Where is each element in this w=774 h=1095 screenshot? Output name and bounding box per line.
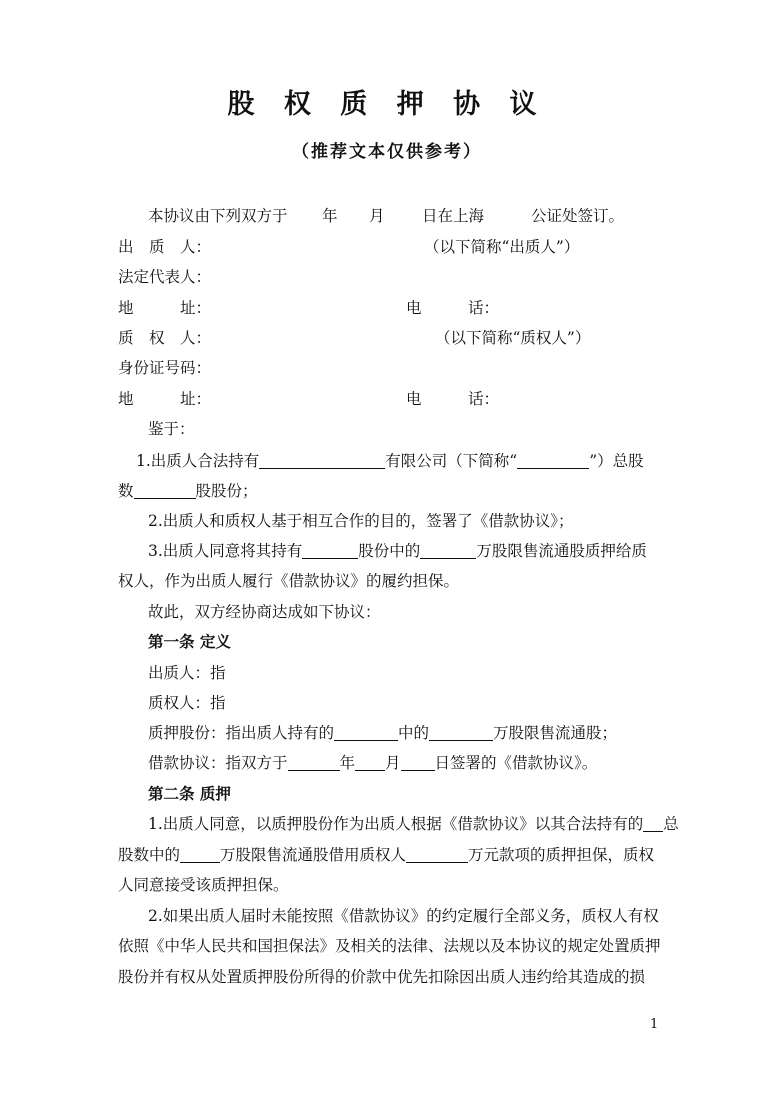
- article-2-clause-1-line-2: 股数中的 万股限售流通股借用质权人 万元款项的质押担保，质权: [118, 846, 655, 864]
- document-subtitle: （推荐文本仅供参考）: [292, 142, 482, 162]
- definition-pledged-shares: 质押股份：指出质人持有的 中的 万股限售流通股；: [148, 724, 618, 742]
- article-2-clause-1-line-1: 1.出质人同意，以质押股份作为出质人根据《借款协议》以其合法持有的 总: [148, 815, 679, 833]
- blank-total-shares: [134, 482, 196, 499]
- article-2-clause-2-line-2: 依照《中华人民共和国担保法》及相关的法律、法规以及本协议的规定处置质押: [118, 937, 661, 955]
- definition-pledgor: 出质人：指: [148, 664, 226, 682]
- intro-month: 月: [369, 207, 385, 225]
- phone-field: 电 话：: [406, 299, 500, 317]
- intro-day-place: 日在上海: [422, 207, 485, 225]
- page-number: 1: [650, 1017, 659, 1032]
- recital-1-line-2: 数 股股份；: [118, 482, 258, 500]
- article-2-clause-1-line-3: 人同意接受该质押担保。: [118, 876, 289, 894]
- article-1-heading: 第一条 定义: [148, 633, 231, 651]
- blank-held-shares-2: [334, 724, 398, 741]
- recitals-heading: 鉴于：: [148, 420, 195, 438]
- blank-pledged-shares-2: [429, 724, 493, 741]
- blank-company-name: [259, 452, 385, 469]
- address-field: 地 址：: [118, 299, 212, 317]
- blank-day: [401, 754, 435, 771]
- intro-notary: 公证处签订。: [531, 207, 625, 225]
- blank-held-shares: [302, 542, 358, 559]
- recital-2: 2.出质人和质权人基于相互合作的目的，签署了《借款协议》；: [148, 512, 574, 530]
- blank-loan-amount: [406, 846, 468, 863]
- article-2-clause-2-line-1: 2.如果出质人届时未能按照《借款协议》的约定履行全部义务，质权人有权: [148, 907, 659, 925]
- pledgee-field: 质 权 人：: [118, 329, 212, 347]
- definition-loan-agreement: 借款协议：指双方于 年 月 日签署的《借款协议》。: [148, 754, 598, 772]
- phone-field-2: 电 话：: [406, 390, 500, 408]
- blank-company-short: [517, 452, 589, 469]
- blank-pledged-shares: [420, 542, 476, 559]
- blank-year: [288, 754, 340, 771]
- pledgor-label: 出 质 人：: [118, 238, 212, 256]
- recitals-conclusion: 故此，双方经协商达成如下协议：: [148, 603, 381, 621]
- intro-text-1: 本协议由下列双方于: [148, 207, 288, 225]
- legal-rep-field: 法定代表人：: [118, 268, 212, 286]
- recital-3-line-1: 3.出质人同意将其持有 股份中的 万股限售流通股质押给质: [148, 542, 647, 560]
- pledgee-note: （以下简称“质权人”）: [435, 329, 591, 347]
- id-number-field: 身份证号码：: [118, 359, 212, 377]
- recital-3-line-2: 权人，作为出质人履行《借款协议》的履约担保。: [118, 572, 460, 590]
- document-title: 股 权 质 押 协 议: [227, 89, 547, 120]
- blank-pledged-shares-3: [180, 846, 220, 863]
- recital-1-line-1: 1.出质人合法持有 有限公司（下简称“ ”）总股: [136, 452, 644, 470]
- blank-month: [355, 754, 385, 771]
- blank-total-shares-2: [643, 815, 663, 832]
- article-2-clause-2-line-3: 股份并有权从处置质押股份所得的价款中优先扣除因出质人违约给其造成的损: [118, 968, 646, 986]
- definition-pledgee: 质权人：指: [148, 694, 226, 712]
- intro-line: [148, 205, 648, 227]
- article-2-heading: 第二条 质押: [148, 785, 231, 803]
- pledgor-field: [118, 236, 211, 258]
- address-field-2: 地 址：: [118, 390, 212, 408]
- intro-year: 年: [322, 207, 338, 225]
- pledgor-note: （以下简称“出质人”）: [424, 238, 580, 256]
